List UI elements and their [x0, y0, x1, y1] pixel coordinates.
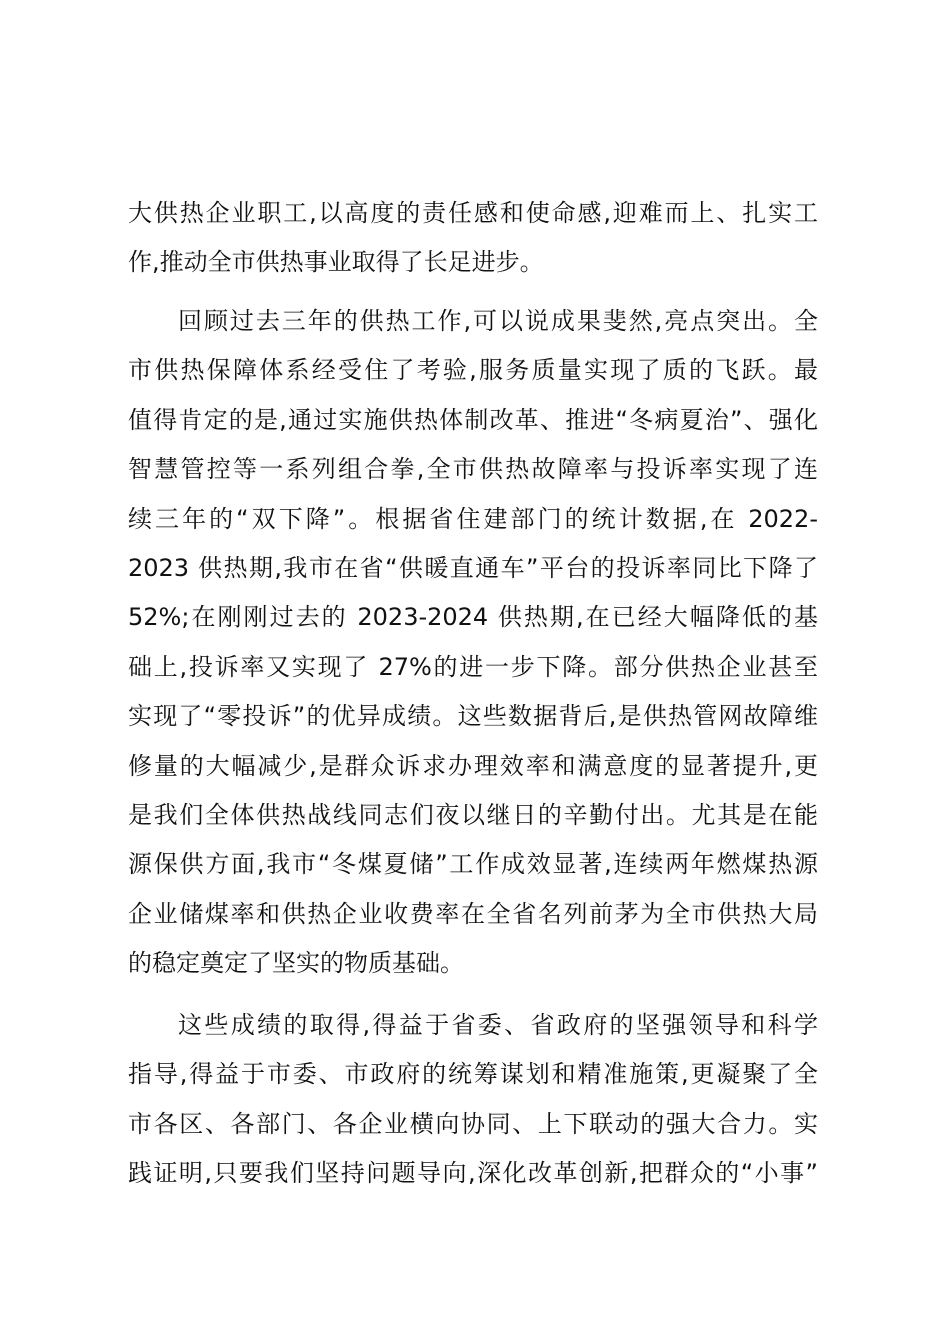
paragraph-2-line-10: 修量的大幅减少,是群众诉求办理效率和满意度的显著提升,更 — [128, 751, 818, 780]
paragraph-2-line-3: 值得肯定的是,通过实施供热体制改革、推进“冬病夏治”、强化 — [128, 405, 818, 434]
paragraph-2-line-13: 企业储煤率和供热企业收费率在全省名列前茅为全市供热大局 — [128, 899, 818, 928]
paragraph-1 — [128, 189, 818, 288]
paragraph-3-line-2: 指导,得益于市委、市政府的统筹谋划和精准施策,更凝聚了全 — [128, 1060, 818, 1089]
paragraph-2-line-11: 是我们全体供热战线同志们夜以继日的辛勤付出。尤其是在能 — [128, 800, 818, 829]
paragraph-3-line-1: 这些成绩的取得,得益于省委、省政府的坚强领导和科学 — [178, 1011, 818, 1039]
paragraph-3 — [128, 1001, 818, 1199]
paragraph-2-line-9: 实现了“零投诉”的优异成绩。这些数据背后,是供热管网故障维 — [128, 702, 818, 731]
paragraph-2-line-2: 市供热保障体系经受住了考验,服务质量实现了质的飞跃。最 — [128, 356, 818, 385]
paragraph-3-line-3: 市各区、各部门、各企业横向协同、上下联动的强大合力。实 — [128, 1109, 818, 1138]
paragraph-3-line-4: 践证明,只要我们坚持问题导向,深化改革创新,把群众的“小事” — [128, 1159, 818, 1188]
paragraph-2-line-4: 智慧管控等一系列组合拳,全市供热故障率与投诉率实现了连 — [128, 455, 818, 484]
paragraph-2-line-14: 的稳定奠定了坚实的物质基础。 — [128, 949, 464, 978]
paragraph-1-line-2: 作,推动全市供热事业取得了长足进步。 — [128, 248, 544, 277]
paragraph-2-line-8: 础上,投诉率又实现了 27%的进一步下降。部分供热企业甚至 — [128, 652, 818, 681]
paragraph-2-line-5: 续三年的“双下降”。根据省住建部门的统计数据,在 2022- — [128, 504, 818, 533]
paragraph-2-line-6: 2023 供热期,我市在省“供暖直通车”平台的投诉率同比下降了 — [128, 553, 818, 582]
paragraph-2 — [128, 297, 818, 988]
paragraph-2-line-1: 回顾过去三年的供热工作,可以说成果斐然,亮点突出。全 — [178, 307, 818, 335]
paragraph-2-line-7: 52%;在刚刚过去的 2023-2024 供热期,在已经大幅降低的基 — [128, 603, 818, 632]
paragraph-1-line-1: 大供热企业职工,以高度的责任感和使命感,迎难而上、扎实工 — [128, 199, 818, 227]
paragraph-2-line-12: 源保供方面,我市“冬煤夏储”工作成效显著,连续两年燃煤热源 — [128, 850, 818, 879]
